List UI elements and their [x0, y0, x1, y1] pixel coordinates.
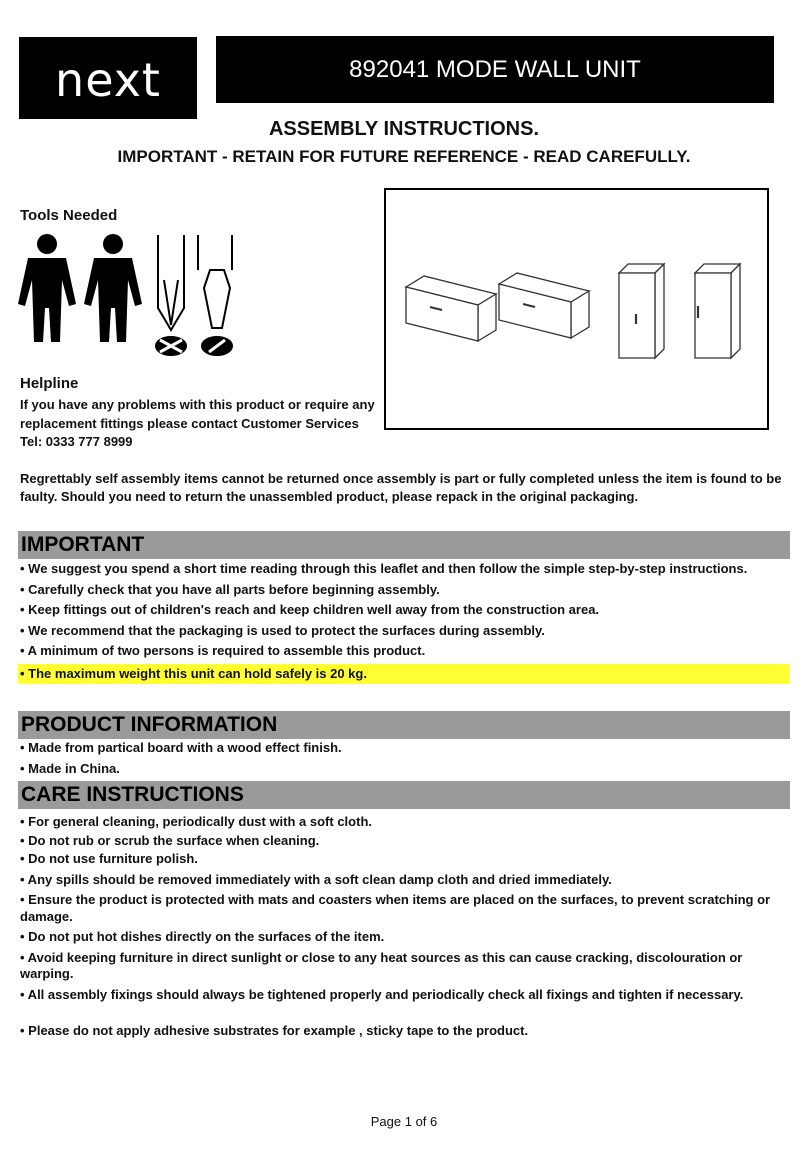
important-title: IMPORTANT [21, 533, 145, 556]
person-icon [18, 234, 76, 342]
care-list [20, 814, 790, 1040]
list-item: • Do not rub or scrub the surface when cleaning. [20, 832, 320, 848]
list-item: • A minimum of two persons is required to assemble this product. [20, 643, 426, 658]
list-item: • For general cleaning, periodically dust with a soft cloth. [20, 814, 372, 829]
horizontal-cabinet-drawing [406, 276, 496, 341]
product-info-section-header [18, 711, 790, 739]
list-item: • Made from partical board with a wood effect finish. [20, 740, 342, 755]
helpline-title: Helpline [20, 375, 79, 392]
list-item: • Please do not apply adhesive substrates for example , sticky tape to the product. [20, 1023, 529, 1038]
brand-logo [19, 37, 197, 119]
flathead-screwdriver-icon [156, 235, 186, 355]
list-item: • Keep fittings out of children's reach and keep children well away from the construction area. [20, 602, 600, 617]
list-item: • We suggest you spend a short time reading through this leaflet and then follow the simple step-by-step instructions. [20, 561, 748, 576]
product-title: 892041 MODE WALL UNIT [216, 36, 774, 103]
phillips-screwdriver-icon [198, 235, 232, 355]
list-item: • Do not put hot dishes directly on the surfaces of the item. [20, 929, 385, 944]
list-item: • Do not use furniture polish. [20, 851, 198, 866]
care-section-header [18, 781, 790, 809]
wall-unit-drawings [386, 190, 767, 428]
weight-warning-highlight: • The maximum weight this unit can hold safely is 20 kg. [18, 664, 790, 685]
list-item: • Avoid keeping furniture in direct sunlight or close to any heat sources as this can cause cracking, discolouration or warping. [20, 949, 743, 981]
logo-text: next [55, 53, 161, 107]
list-item: • Carefully check that you have all parts before beginning assembly. [20, 581, 440, 597]
list-item: • We recommend that the packaging is used to protect the surfaces during assembly. [20, 622, 545, 638]
tall-cabinet-drawing [695, 264, 740, 358]
tools-illustration [14, 230, 244, 360]
important-list [20, 561, 790, 684]
list-item: • All assembly fixings should always be tightened properly and periodically check all fixings and tighten if necessary. [20, 986, 744, 1002]
assembly-heading: ASSEMBLY INSTRUCTIONS. [268, 118, 540, 140]
product-illustration [384, 188, 769, 430]
list-item: • Any spills should be removed immediately with a soft clean damp cloth and dried immediately. [20, 871, 612, 887]
important-subheading: IMPORTANT - RETAIN FOR FUTURE REFERENCE - READ CAREFULLY. [117, 147, 691, 166]
important-section-header [18, 531, 790, 559]
product-info-list [20, 740, 790, 777]
list-item: • Ensure the product is protected with mats and coasters when items are placed on the surfaces, to prevent scratching or damage. [20, 892, 771, 924]
product-info-title: PRODUCT INFORMATION [21, 713, 278, 736]
horizontal-cabinet-drawing [499, 273, 589, 338]
tools-needed-title: Tools Needed [20, 207, 118, 224]
returns-notice: Regrettably self assembly items cannot be returned once assembly is part or fully completed unless the item is found to be faulty. Should you need to return the unassembled product, please repack in the original packaging. [20, 471, 782, 504]
list-item: • Made in China. [20, 760, 120, 776]
helpline-text: If you have any problems with this product or require any replacement fittings please contact Customer Services Tel: 0333 777 8999 [20, 397, 375, 449]
person-icon [84, 234, 142, 342]
page-number: Page 1 of 6 [370, 1114, 438, 1129]
tall-cabinet-drawing [619, 264, 664, 358]
care-title: CARE INSTRUCTIONS [21, 783, 244, 806]
